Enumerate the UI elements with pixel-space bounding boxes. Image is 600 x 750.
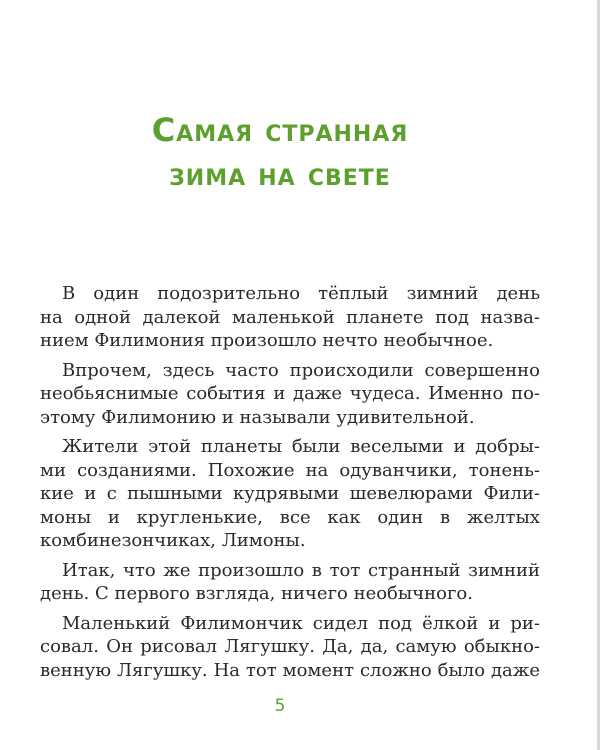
text-line: этому Филимонию и называли удивительной. <box>40 406 475 428</box>
text-line: Жители этой планеты были веселыми и добры- <box>62 436 540 457</box>
text-line: день. С первого взгляда, ничего необычного. <box>40 583 473 604</box>
text-line: совал. Он рисовал Лягушку. Да, да, самую обыкно- <box>40 636 540 657</box>
text-line: моны и кругленькие, все как один в желтых <box>40 506 540 528</box>
text-line: на одной далекой маленькой планете под назва- <box>40 306 540 328</box>
chapter-title-line-1: Самая странная <box>151 111 409 149</box>
text-line: венную Лягушку. На тот момент сложно было даже <box>40 659 540 681</box>
text-line: необьяснимые события и даже чудеса. Именно по- <box>40 383 540 404</box>
text-line: нием Филимония произошло нечто необычное. <box>40 330 494 351</box>
chapter-title-line-2: зима на свете <box>169 155 391 193</box>
page-number: 5 <box>274 696 286 716</box>
text-line: ми созданиями. Похожие на одуванчики, тонень- <box>40 459 540 481</box>
chapter-title <box>0 108 560 196</box>
text-line: В один подозрительно тёплый зимний день <box>62 283 540 304</box>
chapter-body <box>40 282 540 682</box>
text-line: комбинезончиках, Лимоны. <box>40 530 306 551</box>
text-line: Впрочем, здесь часто происходили совершенно <box>62 359 540 381</box>
text-line: кие и с пышными кудрявыми шевелюрами Фили- <box>40 483 540 504</box>
text-line: Маленький Филимончик сидел под ёлкой и ри- <box>62 612 540 634</box>
text-line: Итак, что же произошло в тот странный зимний <box>62 559 540 581</box>
